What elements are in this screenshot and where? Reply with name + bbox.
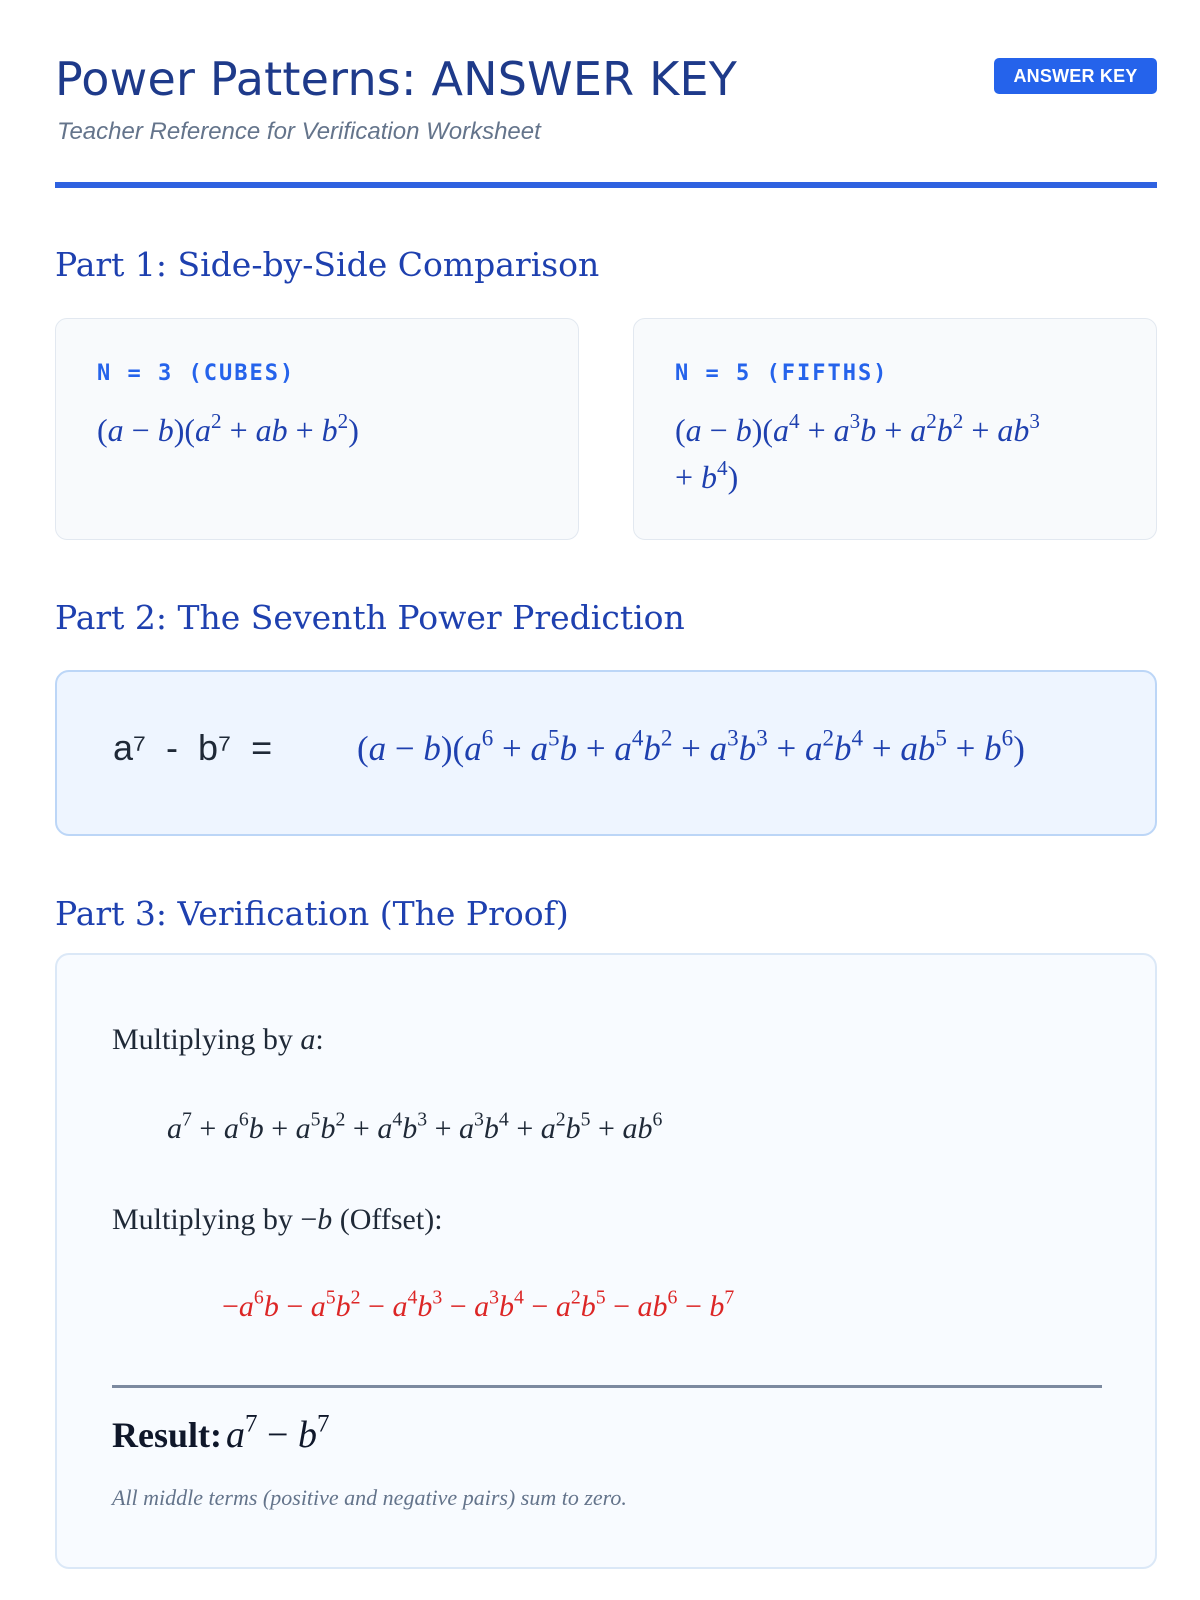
result-line: [112, 1410, 330, 1457]
cubes-card-label: N = 3 (CUBES): [97, 361, 296, 386]
fifths-card-label: N = 5 (FIFTHS): [675, 361, 889, 386]
cubes-card: [55, 318, 579, 540]
part1-heading: Part 1: Side-by-Side Comparison: [55, 245, 600, 284]
fifths-card-expression: $(a - b)(a^4 + a^3b + a^2b^2 + ab^3$ + $b^4$): [675, 408, 1040, 495]
proof-box: [55, 953, 1157, 1569]
answer-key-badge: ANSWER KEY: [994, 58, 1157, 94]
result-label: Result:: [112, 1415, 222, 1455]
prediction-rhs: $(a - b)(a^6 + a^5b + a^4b^2 + a^3b^3 + a^2b^4 + ab^5 + b^6)$: [357, 724, 1025, 768]
part3-heading: Part 3: Verification (The Proof): [55, 894, 569, 933]
step2-expression: $-a^6b - a^5b^2 - a^4b^3 - a^3b^4 - a^2b^5 - ab^6 - b^7$: [222, 1286, 735, 1323]
header-divider: [55, 182, 1157, 188]
part2-heading: Part 2: The Seventh Power Prediction: [55, 598, 685, 637]
result-expression: $a^7 - b^7$: [226, 1410, 330, 1456]
seventh-power-prediction: [55, 670, 1157, 836]
fifths-card: [633, 318, 1157, 540]
prediction-lhs: a⁷ - b⁷ =: [113, 727, 273, 768]
page-title: Power Patterns: ANSWER KEY: [55, 52, 738, 106]
step2-text: Multiplying by −b (Offset):: [112, 1203, 443, 1236]
page-subtitle: Teacher Reference for Verification Worksheet: [57, 118, 541, 145]
result-note: All middle terms (positive and negative pairs) sum to zero.: [112, 1485, 627, 1510]
proof-divider: [112, 1385, 1102, 1388]
step1-text: Multiplying by a:: [112, 1023, 324, 1056]
cubes-card-expression: $(a - b)(a^2$ + ab + $b^2$): [97, 408, 359, 448]
step1-expression: $a^7 + a^6b + a^5b^2 + a^4b^3 + a^3b^4 + a^2b^5 + ab^6$: [167, 1108, 663, 1145]
